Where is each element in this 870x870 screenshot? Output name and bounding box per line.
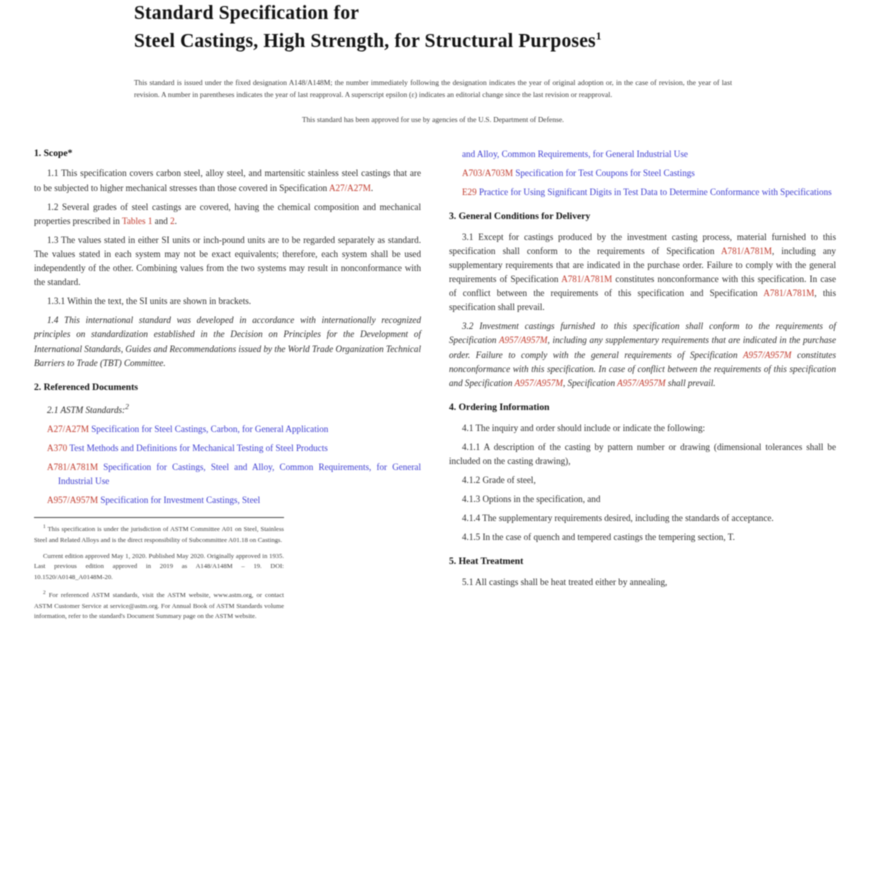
ref-code[interactable]: A27/A27M	[47, 423, 89, 434]
title-footnote-marker: 1	[595, 30, 602, 43]
reference-item	[449, 185, 836, 199]
section-heading-scope: 1. Scope*	[34, 147, 73, 159]
dod-approval-note: This standard has been approved for use by agencies of the U.S. Department of Defense.	[301, 114, 565, 124]
paragraph-3-2: 3.2 Investment castings furnished to this specification shall conform to the requirements of Specification A957/A957M, including any supplementary requirements that are indicated in the purchase order. Failure to comply with the general requirements of Specification A957/A957M constitutes nonconformance with this specification. In case of conflict between the requirements of this specification and Specification A957/A957M, Specification A957/A957M shall prevail.	[449, 321, 837, 388]
ref-code[interactable]: E29	[462, 186, 477, 197]
ref-a957[interactable]: A957/A957M	[499, 335, 548, 346]
left-column	[34, 147, 421, 628]
paragraph-4-1: 4.1 The inquiry and order should include or indicate the following:	[462, 422, 706, 433]
right-column	[449, 147, 836, 628]
reference-item	[34, 460, 421, 488]
paragraph-1-1: 1.1 This specification covers carbon steel, alloy steel, and martensitic stainless steel castings that are to be subjected to higher mechanical stresses than those covered in Specification A27/A27M.	[34, 168, 421, 193]
paragraph-1-3: 1.3 The values stated in either SI units or inch-pound units are to be regarded separately as standard. The values stated in each system may not be exact equivalents; therefore, each system shall be used independently of the other. Combining values from the two systems may result in nonconformance with the standard.	[34, 234, 421, 288]
footnote-3: $^2$ For referenced ASTM standards, visit the ASTM website, www.astm.org, or contact ASTM Customer Service at service@astm.org. For Annual Book of ASTM Standards volume information, refer to the standard's Document Summary page on the ASTM website.	[34, 589, 284, 621]
ref-a781[interactable]: A781/A781M	[561, 274, 613, 285]
ref-table-2[interactable]: 2	[170, 215, 175, 226]
reference-item	[449, 166, 836, 180]
footnotes	[34, 517, 284, 623]
standard-preamble: This standard is issued under the fixed designation A148/A148M; the number immediately following the designation indicates the year of original adoption or, in the case of revision, the year of last revision. A number in parentheses indicates the year of last reapproval. A superscript epsilon (ε) indicates an editorial change since the last revision or reapproval.	[134, 77, 732, 99]
section-heading-general-conditions: 3. General Conditions for Delivery	[449, 210, 591, 222]
reference-item	[34, 441, 421, 455]
ref-code[interactable]: A781/A781M	[47, 461, 99, 472]
paragraph-4-1-1: 4.1.1 A description of the casting by pattern number or drawing (dimensional tolerances shall be included on the casting drawing),	[449, 441, 836, 466]
section-heading-heat-treatment: 5. Heat Treatment	[449, 556, 524, 568]
ref-a957[interactable]: A957/A957M	[514, 377, 563, 388]
ref-title[interactable]: Specification for Steel Castings, Carbon, for General Application	[91, 423, 329, 434]
reference-item	[34, 422, 421, 436]
reference-item	[34, 493, 421, 507]
section-heading-ordering-information: 4. Ordering Information	[449, 401, 550, 413]
title-line-1: Standard Specification for	[134, 3, 360, 24]
title-line-2: Steel Castings, High Strength, for Structural Purposes$^1$	[134, 30, 602, 53]
ref-a957[interactable]: A957/A957M	[617, 377, 666, 388]
ref-title[interactable]: Test Methods and Definitions for Mechanical Testing of Steel Products	[69, 442, 328, 453]
reference-item-continued	[449, 147, 836, 161]
ref-table-1[interactable]: Tables 1	[121, 215, 153, 226]
ref-title[interactable]: Specification for Castings, Steel and Alloy, Common Requirements, for General Industrial Use	[58, 461, 421, 486]
paragraph-1-4: 1.4 This international standard was developed in accordance with internationally recognized principles on standardization established in the Decision on Principles for the Development of International Standards, Guides and Recommendations issued by the World Trade Organization Technical Barriers to Trade (TBT) Committee.	[34, 315, 421, 368]
ref-a27[interactable]: A27/A27M	[328, 182, 371, 193]
paragraph-4-1-5: 4.1.5 In the case of quench and tempered castings the tempering section, T.	[462, 532, 735, 543]
section-heading-referenced-documents: 2. Referenced Documents	[34, 381, 138, 393]
ref-title[interactable]: Specification for Test Coupons for Steel Castings	[515, 167, 695, 178]
ref-a781[interactable]: A781/A781M	[763, 288, 815, 299]
ref-code[interactable]: A957/A957M	[47, 495, 99, 506]
ref-a781[interactable]: A781/A781M	[720, 245, 773, 256]
paragraph-2-1: 2.1 ASTM Standards:$^2$	[47, 401, 129, 415]
paragraph-3-1: 3.1 Except for castings produced by the investment casting process, material furnished to this specification shall conform to the requirements of Specification A781/A781M, including any supplementary requirements that are indicated in the purchase order. Failure to comply with the general requirements of Specification A781/A781M constitutes nonconformance with this specification. In case of conflict between the requirements of this specification and Specification A781/A781M, this specification shall prevail.	[449, 231, 837, 313]
footnote-1: $^1$ This specification is under the jurisdiction of ASTM Committee A01 on Steel, Stainless Steel and Related Alloys and is the direct responsibility of Subcommittee A01.18 on Castings.	[34, 524, 284, 544]
paragraph-1-2: 1.2 Several grades of steel castings are covered, having the chemical composition and mechanical properties prescribed in Tables 1 and 2.	[34, 201, 421, 226]
ref-title[interactable]: and Alloy, Common Requirements, for General Industrial Use	[462, 148, 688, 159]
footnote-2: Current edition approved May 1, 2020. Published May 2020. Originally approved in 1935. Last previous edition approved in 2019 as A148/A148M – 19. DOI: 10.1520/A0148_A0148M-20.	[34, 552, 284, 582]
page-title	[134, 0, 836, 57]
paragraph-1-3-1: 1.3.1 Within the text, the SI units are shown in brackets.	[47, 296, 252, 307]
ref-title[interactable]: Practice for Using Significant Digits in Test Data to Determine Conformance with Specifications	[478, 186, 832, 197]
ref-code[interactable]: A703/A703M	[462, 167, 514, 178]
paragraph-4-1-2: 4.1.2 Grade of steel,	[462, 474, 536, 485]
ref-a957[interactable]: A957/A957M	[742, 349, 792, 360]
ref-code[interactable]: A370	[47, 442, 68, 453]
paragraph-4-1-3: 4.1.3 Options in the specification, and	[462, 494, 601, 505]
paragraph-4-1-4: 4.1.4 The supplementary requirements desired, including the standards of acceptance.	[462, 513, 774, 524]
paragraph-5-1: 5.1 All castings shall be heat treated either by annealing,	[462, 577, 668, 588]
ref-title[interactable]: Specification for Investment Castings, Steel	[100, 495, 261, 506]
two-column-body	[34, 147, 836, 628]
